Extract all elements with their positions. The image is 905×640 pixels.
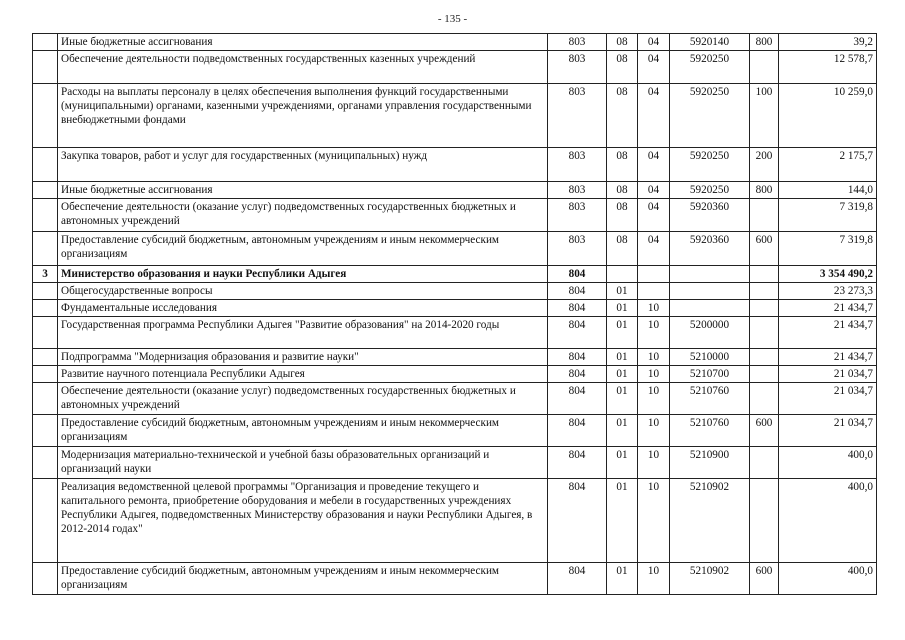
subsection-code-cell: 10 <box>638 317 670 349</box>
amount-cell: 400,0 <box>779 479 877 563</box>
row-number-cell <box>33 51 58 84</box>
target-article-cell: 5920360 <box>670 232 750 266</box>
ministry-code-cell: 804 <box>548 266 607 283</box>
ministry-code-cell: 804 <box>548 366 607 383</box>
subsection-code-cell: 04 <box>638 84 670 148</box>
subsection-code-cell: 10 <box>638 479 670 563</box>
ministry-code-cell: 803 <box>548 84 607 148</box>
item-name-cell: Предоставление субсидий бюджетным, автономным учреждениям и иным некоммерческим организациям <box>58 232 548 266</box>
row-number-cell <box>33 563 58 595</box>
row-number-cell <box>33 34 58 51</box>
ministry-code-cell: 804 <box>548 349 607 366</box>
target-article-cell: 5210760 <box>670 415 750 447</box>
amount-cell: 21 034,7 <box>779 415 877 447</box>
subsection-code-cell: 04 <box>638 182 670 199</box>
amount-cell: 7 319,8 <box>779 232 877 266</box>
amount-cell: 39,2 <box>779 34 877 51</box>
table-row <box>33 415 877 447</box>
expense-type-cell <box>750 51 779 84</box>
section-code-cell: 08 <box>607 148 638 182</box>
target-article-cell: 5210902 <box>670 479 750 563</box>
expense-type-cell <box>750 300 779 317</box>
expense-type-cell: 800 <box>750 34 779 51</box>
section-code-cell: 08 <box>607 34 638 51</box>
row-number-cell <box>33 232 58 266</box>
ministry-code-cell: 804 <box>548 383 607 415</box>
subsection-code-cell: 04 <box>638 199 670 232</box>
table-row <box>33 383 877 415</box>
target-article-cell: 5920250 <box>670 182 750 199</box>
table-row <box>33 366 877 383</box>
item-name-cell: Обеспечение деятельности (оказание услуг) подведомственных государственных бюджетных и автономных учреждений <box>58 383 548 415</box>
section-code-cell: 08 <box>607 199 638 232</box>
subsection-code-cell <box>638 283 670 300</box>
expense-type-cell <box>750 266 779 283</box>
item-name-cell: Закупка товаров, работ и услуг для государственных (муниципальных) нужд <box>58 148 548 182</box>
amount-cell: 10 259,0 <box>779 84 877 148</box>
table-row <box>33 349 877 366</box>
item-name-cell: Развитие научного потенциала Республики Адыгея <box>58 366 548 383</box>
item-name-cell: Обеспечение деятельности (оказание услуг) подведомственных государственных бюджетных и автономных учреждений <box>58 199 548 232</box>
subsection-code-cell: 10 <box>638 415 670 447</box>
item-name-cell: Общегосударственные вопросы <box>58 283 548 300</box>
row-number-cell <box>33 199 58 232</box>
expense-type-cell <box>750 349 779 366</box>
table-row <box>33 479 877 563</box>
item-name-cell: Министерство образования и науки Республики Адыгея <box>58 266 548 283</box>
subsection-code-cell: 10 <box>638 563 670 595</box>
amount-cell: 12 578,7 <box>779 51 877 84</box>
section-code-cell: 08 <box>607 84 638 148</box>
table-row <box>33 34 877 51</box>
item-name-cell: Модернизация материально-технической и учебной базы образовательных организаций и организаций науки <box>58 447 548 479</box>
subsection-code-cell: 10 <box>638 300 670 317</box>
expense-type-cell: 200 <box>750 148 779 182</box>
row-number-cell <box>33 415 58 447</box>
ministry-code-cell: 804 <box>548 447 607 479</box>
section-code-cell: 08 <box>607 182 638 199</box>
target-article-cell: 5920250 <box>670 51 750 84</box>
section-code-cell: 08 <box>607 51 638 84</box>
ministry-code-cell: 803 <box>548 148 607 182</box>
table-row <box>33 148 877 182</box>
subsection-code-cell: 10 <box>638 447 670 479</box>
section-code-cell <box>607 266 638 283</box>
ministry-code-cell: 804 <box>548 415 607 447</box>
item-name-cell: Предоставление субсидий бюджетным, автономным учреждениям и иным некоммерческим организациям <box>58 563 548 595</box>
target-article-cell: 5210902 <box>670 563 750 595</box>
amount-cell: 144,0 <box>779 182 877 199</box>
expense-type-cell <box>750 447 779 479</box>
amount-cell: 3 354 490,2 <box>779 266 877 283</box>
row-number-cell <box>33 148 58 182</box>
amount-cell: 400,0 <box>779 447 877 479</box>
expense-type-cell <box>750 199 779 232</box>
section-code-cell: 08 <box>607 232 638 266</box>
subsection-code-cell: 04 <box>638 232 670 266</box>
target-article-cell: 5210700 <box>670 366 750 383</box>
subsection-code-cell <box>638 266 670 283</box>
subsection-code-cell: 04 <box>638 148 670 182</box>
subsection-code-cell: 04 <box>638 34 670 51</box>
table-row <box>33 447 877 479</box>
row-number-cell <box>33 349 58 366</box>
amount-cell: 21 034,7 <box>779 383 877 415</box>
ministry-code-cell: 804 <box>548 563 607 595</box>
item-name-cell: Обеспечение деятельности подведомственных государственных казенных учреждений <box>58 51 548 84</box>
ministry-code-cell: 803 <box>548 51 607 84</box>
amount-cell: 21 434,7 <box>779 349 877 366</box>
amount-cell: 21 434,7 <box>779 317 877 349</box>
page-number: - 135 - <box>437 13 468 25</box>
table-row <box>33 232 877 266</box>
row-number-cell: 3 <box>33 266 58 283</box>
ministry-code-cell: 804 <box>548 300 607 317</box>
target-article-cell: 5200000 <box>670 317 750 349</box>
row-number-cell <box>33 317 58 349</box>
table-row <box>33 563 877 595</box>
item-name-cell: Расходы на выплаты персоналу в целях обеспечения выполнения функций государственными (муниципальными) органами, казенными учреждениями, органами управления государственными внебюджетными фондами <box>58 84 548 148</box>
section-code-cell: 01 <box>607 366 638 383</box>
section-code-cell: 01 <box>607 479 638 563</box>
target-article-cell <box>670 266 750 283</box>
amount-cell: 7 319,8 <box>779 199 877 232</box>
row-number-cell <box>33 479 58 563</box>
ministry-code-cell: 803 <box>548 34 607 51</box>
amount-cell: 23 273,3 <box>779 283 877 300</box>
expense-type-cell: 600 <box>750 563 779 595</box>
target-article-cell: 5210900 <box>670 447 750 479</box>
item-name-cell: Иные бюджетные ассигнования <box>58 182 548 199</box>
expense-type-cell <box>750 366 779 383</box>
expense-type-cell: 100 <box>750 84 779 148</box>
amount-cell: 21 434,7 <box>779 300 877 317</box>
table-row <box>33 51 877 84</box>
expense-type-cell <box>750 317 779 349</box>
ministry-code-cell: 804 <box>548 317 607 349</box>
subsection-code-cell: 10 <box>638 383 670 415</box>
row-number-cell <box>33 84 58 148</box>
expense-type-cell: 600 <box>750 415 779 447</box>
item-name-cell: Иные бюджетные ассигнования <box>58 34 548 51</box>
ministry-code-cell: 804 <box>548 479 607 563</box>
ministry-code-cell: 804 <box>548 283 607 300</box>
item-name-cell: Предоставление субсидий бюджетным, автономным учреждениям и иным некоммерческим организациям <box>58 415 548 447</box>
section-code-cell: 01 <box>607 447 638 479</box>
target-article-cell: 5920250 <box>670 148 750 182</box>
row-number-cell <box>33 447 58 479</box>
target-article-cell: 5920360 <box>670 199 750 232</box>
subsection-code-cell: 10 <box>638 349 670 366</box>
target-article-cell <box>670 283 750 300</box>
table-row <box>33 266 877 283</box>
target-article-cell <box>670 300 750 317</box>
amount-cell: 400,0 <box>779 563 877 595</box>
row-number-cell <box>33 300 58 317</box>
subsection-code-cell: 10 <box>638 366 670 383</box>
row-number-cell <box>33 383 58 415</box>
table-row <box>33 182 877 199</box>
target-article-cell: 5920250 <box>670 84 750 148</box>
expense-type-cell: 800 <box>750 182 779 199</box>
budget-table <box>32 33 877 595</box>
target-article-cell: 5210000 <box>670 349 750 366</box>
table-row <box>33 300 877 317</box>
section-code-cell: 01 <box>607 300 638 317</box>
item-name-cell: Фундаментальные исследования <box>58 300 548 317</box>
item-name-cell: Реализация ведомственной целевой программы "Организация и проведение текущего и капитального ремонта, приобретение оборудования и мебели в государственных учреждениях Республики Адыгея, подведомственных Министерству образования и науки Республики Адыгея, в 2012-2014 годах" <box>58 479 548 563</box>
ministry-code-cell: 803 <box>548 232 607 266</box>
target-article-cell: 5920140 <box>670 34 750 51</box>
row-number-cell <box>33 366 58 383</box>
ministry-code-cell: 803 <box>548 182 607 199</box>
expense-type-cell <box>750 479 779 563</box>
section-code-cell: 01 <box>607 317 638 349</box>
expense-type-cell: 600 <box>750 232 779 266</box>
table-row <box>33 283 877 300</box>
expense-type-cell <box>750 383 779 415</box>
ministry-code-cell: 803 <box>548 199 607 232</box>
table-row <box>33 199 877 232</box>
item-name-cell: Подпрограмма "Модернизация образования и развитие науки" <box>58 349 548 366</box>
table-row <box>33 84 877 148</box>
section-code-cell: 01 <box>607 283 638 300</box>
expense-type-cell <box>750 283 779 300</box>
section-code-cell: 01 <box>607 415 638 447</box>
table-row <box>33 317 877 349</box>
item-name-cell: Государственная программа Республики Адыгея "Развитие образования" на 2014-2020 годы <box>58 317 548 349</box>
subsection-code-cell: 04 <box>638 51 670 84</box>
section-code-cell: 01 <box>607 383 638 415</box>
amount-cell: 21 034,7 <box>779 366 877 383</box>
section-code-cell: 01 <box>607 349 638 366</box>
row-number-cell <box>33 283 58 300</box>
row-number-cell <box>33 182 58 199</box>
section-code-cell: 01 <box>607 563 638 595</box>
target-article-cell: 5210760 <box>670 383 750 415</box>
amount-cell: 2 175,7 <box>779 148 877 182</box>
